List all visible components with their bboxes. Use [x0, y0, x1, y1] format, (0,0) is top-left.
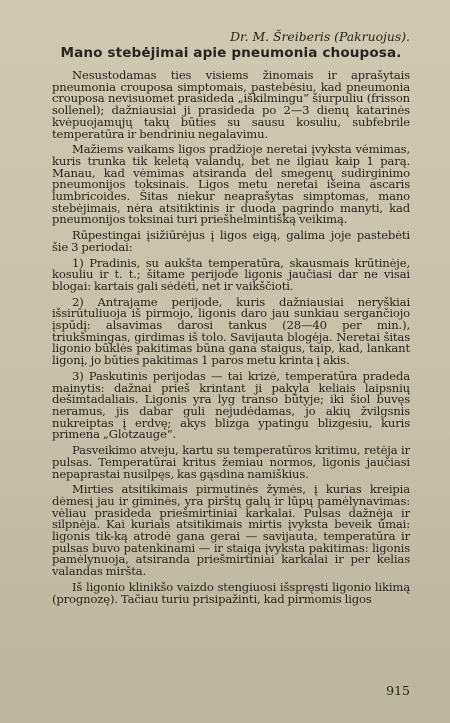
paragraph: 2) Antrajame perijode, kuris dažniausiai neryškiai išsirūtuliuoja iš pirmojo, ligonis daro jau sunkiau sergančiojo įspūdį: alsavimas darosi tankus (28—40 per min.), triukšmingas, girdimas iš tolo. Savijauta blogėja. Neretai šitas ligonio būklės pakitimas būna gana staigus, taip, kad, lankant ligonį, jo būties pakitimas 1 paros metu krinta į akis.: [52, 294, 410, 368]
paragraph: Nesustodamas ties visiems žinomais ir aprašytais pneumonia crouposa simptomais, pastebėsiu, kad pneumonia crouposa nevisuomet prasideda „iškilmingu“ šiurpuliu (frisson sollenel); dažniausiai ji prasideda po 2—3 dienų katarinės kvėpuojamųjų takų būties su sausu kosuliu, subfebrile temperatūra ir bendriniu negalavimu.: [52, 68, 410, 141]
paragraph: 1) Pradinis, su aukšta temperatūra, skausmais krūtinėje, kosuliu ir t. t.; šitame perijode ligonis jaučiasi dar ne visai blogai: kartais gali sėdėti, net ir vaikščioti.: [52, 255, 410, 293]
paragraph: Rūpestingai įsižiūrėjus į ligos eigą, galima joje pastebėti šie 3 periodai:: [52, 228, 410, 254]
article-title: Mano stebėjimai apie pneumonia chouposa.: [60, 45, 402, 61]
page-number: 915: [386, 683, 410, 698]
paragraph: Iš ligonio klinikšo vaizdo stengiuosi išspręsti ligonio likimą (prognozę). Tačiau turiu prisipažinti, kad pirmomis ligos: [52, 579, 410, 606]
author-line: Dr. M. Šreiberis (Pakruojus).: [230, 29, 410, 44]
paragraph: 3) Paskutinis perijodas — tai krizė, temperatūra pradeda mainytis: dažnai prieš krintant ji pakyla keliais laipsnių dešimtadaliais. Ligonis yra lyg transo būtyje; iki šiol buvęs neramus, jis dabar guli nejudėdamas, jo akių žvilgsnis nukreiptas į erdvę; akys blizga ypatingu blizgesiu, kuris primena „Glotzauge“.: [52, 368, 410, 442]
paragraph: Mažiems vaikams ligos pradžioje neretai įvyksta vėmimas, kuris trunka tik keletą valandų, bet ne ilgiau kaip 1 parą. Manau, kad vėmimas atsiranda del smegenų sudirginimo pneumonijos toksinais. Ligos metu neretai išeina ascaris lumbricoides. Šitas niekur neaprašytas simptomas, mano stebėjimais, nėra atsitiktinis ir duoda pagrindo manyti, kad pneumonijos toksinai turi priešhelmintišką veikimą.: [52, 142, 410, 227]
paragraph: Pasveikimo atveju, kartu su temperatūros kritimu, retėja ir pulsas. Temperatūrai kritus žemiau normos, ligonis jaučiasi nepaprastai nusilpęs, kas gąsdina namiškius.: [52, 443, 410, 481]
paragraph: Mirties atsitikimais pirmutinės žymės, į kurias kreipia dėmesį jau ir giminės, yra pirštų galų ir lūpų pamėlynavimas: vėliau prasideda priešmirtiniai karkalai. Pulsas dažnėja ir silpnėja. Kai kuriais atsitikimais mirtis įvyksta beveik ūmai: ligonis tik-ką atrodė gana gerai — savijauta, temperatūra ir pulsas buvo patenkinami — ir staiga įvyksta pakitimas: ligonis pamėlynuoja, atsiranda priešmirtiniai karkalai ir per kelias valandas miršta.: [52, 482, 410, 579]
